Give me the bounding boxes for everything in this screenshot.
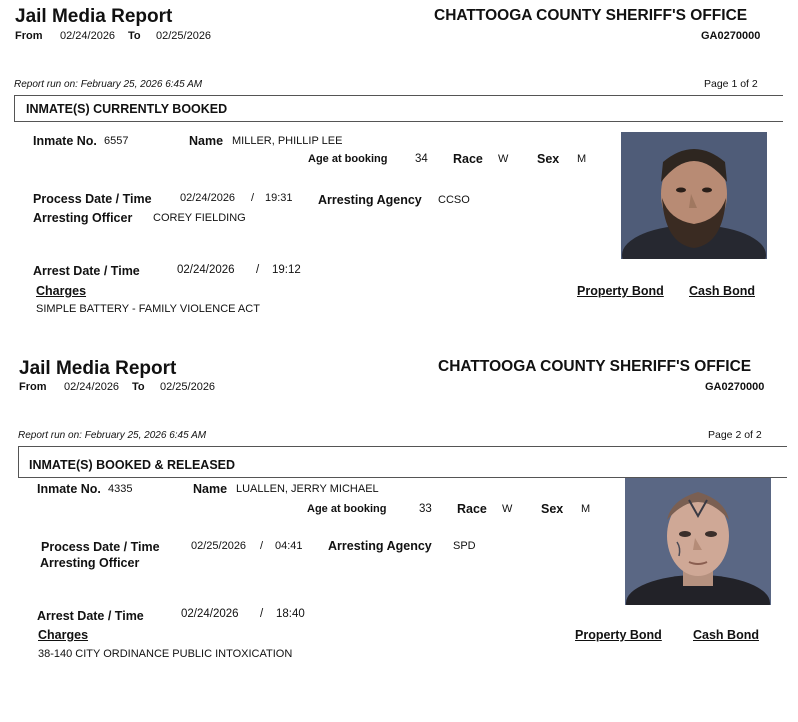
charge-description: SIMPLE BATTERY - FAMILY VIOLENCE ACT <box>36 303 260 315</box>
section-left-border <box>14 95 15 122</box>
arrest-date-time-label: Arrest Date / Time <box>37 609 144 623</box>
from-date: 02/24/2026 <box>64 381 120 393</box>
sex-value: M <box>581 503 591 515</box>
name-value: MILLER, PHILLIP LEE <box>232 135 343 147</box>
report-run-on: Report run on: February 25, 2026 6:45 AM <box>14 79 203 90</box>
race-label: Race <box>457 502 487 516</box>
header-divider <box>14 95 783 96</box>
arrest-date-time-label: Arrest Date / Time <box>33 264 140 278</box>
age-value: 34 <box>415 153 428 165</box>
process-time-value: 04:41 <box>275 540 303 552</box>
age-value: 33 <box>419 503 432 515</box>
arresting-officer-value: COREY FIELDING <box>153 212 246 224</box>
arrest-slash: / <box>256 264 260 276</box>
arresting-officer-label: Arresting Officer <box>33 211 133 225</box>
page-number: Page 2 of 2 <box>708 429 762 441</box>
arrest-date-value: 02/24/2026 <box>177 264 235 276</box>
from-date: 02/24/2026 <box>60 30 116 42</box>
to-label: To <box>128 30 141 42</box>
process-slash: / <box>251 192 255 204</box>
report-title: Jail Media Report <box>15 6 173 27</box>
section-divider <box>14 121 783 122</box>
agency-name: CHATTOOGA COUNTY SHERIFF'S OFFICE <box>438 358 752 375</box>
cash-bond-header: Cash Bond <box>689 284 755 298</box>
section-left-border <box>18 446 19 478</box>
ori-code: GA0270000 <box>701 30 761 42</box>
age-at-booking-label: Age at booking <box>308 153 388 165</box>
inmate-mugshot <box>621 132 767 259</box>
race-label: Race <box>453 152 483 166</box>
report-run-on: Report run on: February 25, 2026 6:45 AM <box>18 430 207 441</box>
inmate-no-label: Inmate No. <box>37 482 101 496</box>
agency-name: CHATTOOGA COUNTY SHERIFF'S OFFICE <box>434 7 748 24</box>
process-date-time-label: Process Date / Time <box>33 192 152 206</box>
arrest-date-value: 02/24/2026 <box>181 608 239 620</box>
sex-label: Sex <box>537 152 560 166</box>
process-date-value: 02/24/2026 <box>180 192 236 204</box>
from-label: From <box>19 381 47 393</box>
to-date: 02/25/2026 <box>156 30 212 42</box>
arrest-time-value: 18:40 <box>276 608 305 620</box>
mugshot-image <box>621 132 767 259</box>
process-date-time-label: Process Date / Time <box>41 540 160 554</box>
race-value: W <box>502 503 513 515</box>
inmate-mugshot <box>625 478 771 605</box>
to-date: 02/25/2026 <box>160 381 216 393</box>
name-label: Name <box>189 134 224 148</box>
sex-value: M <box>577 153 587 165</box>
inmate-no-value: 4335 <box>108 483 133 495</box>
section-title: INMATE(S) BOOKED & RELEASED <box>29 458 236 472</box>
process-time-value: 19:31 <box>265 192 293 204</box>
header-divider <box>18 446 787 447</box>
process-date-value: 02/25/2026 <box>191 540 247 552</box>
arresting-officer-label: Arresting Officer <box>40 556 140 570</box>
report-page-2 <box>0 352 798 722</box>
cash-bond-header: Cash Bond <box>693 628 759 642</box>
from-label: From <box>15 30 43 42</box>
to-label: To <box>132 381 145 393</box>
report-title: Jail Media Report <box>19 358 177 379</box>
age-at-booking-label: Age at booking <box>307 503 387 515</box>
process-slash: / <box>260 540 264 552</box>
arresting-agency-label: Arresting Agency <box>318 193 422 207</box>
charges-header: Charges <box>36 284 87 298</box>
charge-description: 38-140 CITY ORDINANCE PUBLIC INTOXICATION <box>38 648 293 660</box>
arresting-agency-label: Arresting Agency <box>328 539 432 553</box>
name-label: Name <box>193 482 228 496</box>
race-value: W <box>498 153 509 165</box>
name-value: LUALLEN, JERRY MICHAEL <box>236 483 379 495</box>
mugshot-image <box>625 478 771 605</box>
arresting-agency-value: CCSO <box>438 194 470 206</box>
charges-header: Charges <box>38 628 89 642</box>
sex-label: Sex <box>541 502 564 516</box>
inmate-no-label: Inmate No. <box>33 134 97 148</box>
page-number: Page 1 of 2 <box>704 78 758 90</box>
arrest-slash: / <box>260 608 264 620</box>
property-bond-header: Property Bond <box>577 284 664 298</box>
report-page-1 <box>0 0 798 352</box>
arresting-agency-value: SPD <box>453 540 476 552</box>
property-bond-header: Property Bond <box>575 628 662 642</box>
inmate-no-value: 6557 <box>104 135 129 147</box>
arrest-time-value: 19:12 <box>272 264 301 276</box>
section-title: INMATE(S) CURRENTLY BOOKED <box>26 102 228 116</box>
ori-code: GA0270000 <box>705 381 765 393</box>
